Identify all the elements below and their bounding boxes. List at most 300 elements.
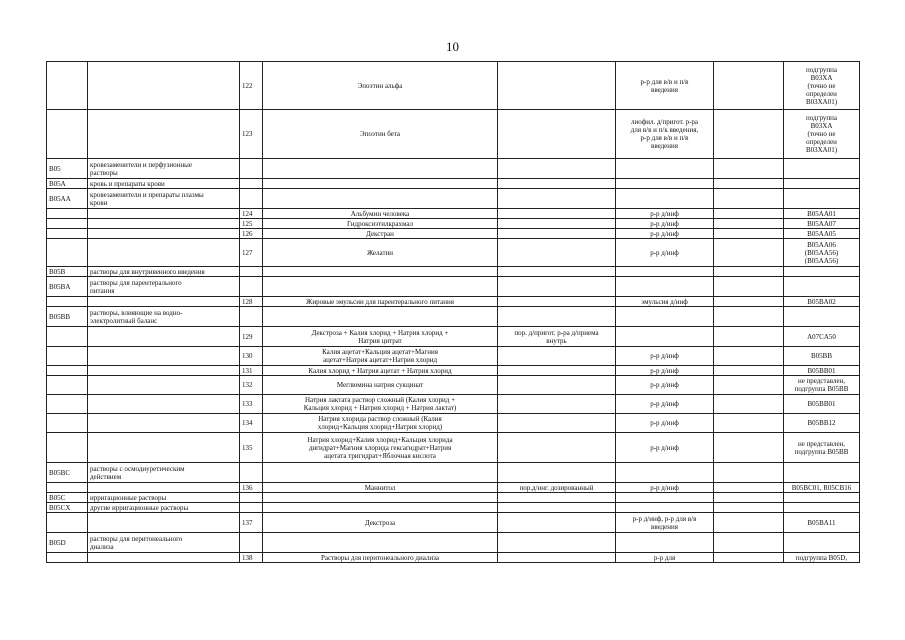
cell-text-line: кровезаменители и препараты плазмы [90,190,204,199]
dosage-form-b-cell [616,297,714,307]
cell-text-line: B03XA01) [805,146,838,154]
item-number-cell: 137 [240,513,263,533]
note-cell [714,493,784,503]
dosage-form-a-cell [498,483,616,493]
table-row [47,229,860,239]
item-number-cell [240,179,263,189]
drug-name-cell [263,503,498,513]
note-cell [714,277,784,297]
dosage-form-b-cell [616,503,714,513]
table-row [47,347,860,366]
drug-name-cell [263,277,498,297]
cell-text-line: подгруппа B05D, [795,553,848,562]
item-number-cell: 132 [240,376,263,395]
group-name-cell [88,209,240,219]
dosage-form-a-cell [498,503,616,513]
atc-reference-cell [784,533,860,553]
cell-text-line: Натрия лактата раствор сложный (Калия хлорид + [304,396,456,404]
cell-text-line: Жировые эмульсии для парентерального питания [306,297,454,306]
atc-reference-cell [784,239,860,267]
dosage-form-b-cell [616,553,714,563]
atc-reference-cell [784,483,860,493]
cell-text-line: Декстроза [364,518,396,527]
cell-text-line: пор.д/инг. дозированный [519,483,594,492]
atc-reference-cell [784,297,860,307]
atc-reference-cell [784,267,860,277]
drug-name-cell [263,366,498,376]
cell-text-line: B03XA [810,73,833,82]
cell-text-line: (точно не [807,81,836,90]
table-row [47,414,860,433]
cell-text-line: введения [651,522,678,531]
cell-text-line: внутрь [546,336,567,345]
atc-code-cell [47,239,88,267]
cell-text-line: р-р д/инф, р-р для в/в [632,514,697,523]
note-cell [714,179,784,189]
table-row [47,553,860,563]
cell-text-line: подгруппа B05BB [794,385,849,393]
atc-code-cell [47,376,88,395]
table-row [47,513,860,533]
dosage-form-b-cell [616,267,714,277]
cell-text-line: не представлен, [797,439,846,448]
atc-reference-cell [784,493,860,503]
atc-code-cell [47,229,88,239]
table-row [47,62,860,110]
dosage-form-a-cell [498,463,616,483]
note-cell [714,395,784,414]
note-cell [714,433,784,463]
dosage-form-a-cell [498,229,616,239]
table-row [47,267,860,277]
drug-name-cell [263,533,498,553]
dosage-form-b-cell [616,110,714,159]
page-number: 10 [446,39,459,54]
dosage-form-a-cell [498,433,616,463]
atc-code-cell [47,209,88,219]
cell-text-line: диализа [90,542,114,551]
table-row [47,307,860,327]
group-name-cell [88,366,240,376]
cell-text-line: Натрия хлорида раствор сложный (Калия [318,415,442,423]
atc-code-cell [47,347,88,366]
dosage-form-a-cell [498,533,616,553]
cell-text-line: лиофил. д/пригот. р-ра [630,118,699,126]
dosage-form-a-cell [498,414,616,433]
dosage-form-a-cell [498,395,616,414]
note-cell [714,503,784,513]
cell-text-line: B05BA02 [807,297,836,306]
atc-code-cell [47,366,88,376]
item-number-cell: 124 [240,209,263,219]
dosage-form-b-cell [616,395,714,414]
cell-text-line: хлорид+Кальция хлорид+Натрия хлорид) [317,423,443,431]
note-cell [714,483,784,493]
atc-reference-cell [784,503,860,513]
cell-text-line: B05BB01 [807,400,836,408]
dosage-form-b-cell [616,189,714,209]
atc-reference-cell [784,376,860,395]
dosage-form-a-cell [498,327,616,347]
item-number-cell: 134 [240,414,263,433]
cell-text-line: р-р д/инф [650,443,679,452]
table-row [47,297,860,307]
group-name-cell [88,395,240,414]
dosage-form-b-cell [616,219,714,229]
cell-text-line: Калия ацетат+Кальция ацетат+Магния [322,348,438,356]
group-name-cell [88,297,240,307]
item-number-cell [240,267,263,277]
dosage-form-b-cell [616,414,714,433]
note-cell [714,376,784,395]
item-number-cell: 128 [240,297,263,307]
dosage-form-b-cell [616,327,714,347]
atc-reference-cell [784,307,860,327]
atc-code-cell [47,483,88,493]
cell-text-line: для в/в и п/к введения, [630,126,699,134]
atc-reference-cell [784,179,860,189]
note-cell [714,553,784,563]
item-number-cell: 127 [240,239,263,267]
dosage-form-a-cell [498,307,616,327]
cell-text-line: р-р д/инф [650,248,679,257]
cell-text-line: Маннитол [364,483,396,492]
group-name-cell [88,219,240,229]
atc-reference-cell [784,395,860,414]
item-number-cell: 123 [240,110,263,159]
cell-text-line: пор. д/пригот. р-ра д/приема [514,328,599,337]
cell-text-line: р-р для в/в и п/в [640,77,689,86]
cell-text-line: B03XA01) [805,97,838,106]
item-number-cell: 133 [240,395,263,414]
item-number-cell: 131 [240,366,263,376]
atc-code-cell: B05A [47,179,88,189]
group-name-cell [88,347,240,366]
cell-text-line: B05AA01 [807,209,836,218]
cell-text-line: ацетата тригидрат+Яблочная кислота [324,451,436,460]
table-row [47,159,860,179]
group-name-cell [88,553,240,563]
dosage-form-b-cell [616,483,714,493]
atc-reference-cell [784,62,860,110]
item-number-cell: 136 [240,483,263,493]
table-row [47,189,860,209]
dosage-form-b-cell [616,179,714,189]
atc-reference-cell [784,277,860,297]
atc-code-cell: B05BB [47,307,88,327]
note-cell [714,513,784,533]
dosage-form-b-cell [616,62,714,110]
note-cell [714,267,784,277]
drug-name-cell [263,297,498,307]
drug-name-cell [263,229,498,239]
drug-name-cell [263,219,498,229]
group-name-cell [88,463,240,483]
cell-text-line: р-р для в/в и п/в [640,134,689,142]
atc-reference-cell [784,110,860,159]
cell-text-line: растворы для парентерального [90,278,182,287]
cell-text-line: (B05AA56) [804,256,839,265]
drug-name-cell [263,189,498,209]
cell-text-line: Кальция хлорид + Натрия хлорид + Натрия лактат) [303,404,457,412]
note-cell [714,110,784,159]
dosage-form-b-cell [616,376,714,395]
dosage-form-b-cell [616,533,714,553]
cell-text-line: растворы, влияющие на водно- [90,308,183,317]
cell-text-line: введения [651,85,678,94]
dosage-form-a-cell [498,277,616,297]
dosage-form-b-cell [616,493,714,503]
dosage-form-a-cell [498,366,616,376]
dosage-form-a-cell [498,376,616,395]
cell-text-line: B05AA07 [807,219,836,228]
cell-text-line: растворы [90,168,118,177]
dosage-form-b-cell [616,159,714,179]
table-row [47,327,860,347]
item-number-cell: 138 [240,553,263,563]
atc-reference-cell [784,229,860,239]
cell-text-line: определен [806,138,837,146]
drug-name-cell [263,267,498,277]
note-cell [714,366,784,376]
dosage-form-a-cell [498,110,616,159]
atc-reference-cell [784,327,860,347]
dosage-form-b-cell [616,366,714,376]
cell-text-line: р-р д/инф [650,219,679,228]
atc-code-cell [47,62,88,110]
note-cell [714,533,784,553]
cell-text-line: Желатин [367,248,393,257]
group-name-cell [88,503,240,513]
drug-name-cell [263,433,498,463]
group-name-cell [88,414,240,433]
cell-text-line: р-р д/инф [650,381,679,389]
atc-reference-cell [784,159,860,179]
group-name-cell [88,493,240,503]
cell-text-line: B05BB01 [807,366,836,375]
cell-text-line: B05BC01, R05CB16 [791,483,852,492]
cell-text-line: (точно не [807,130,836,138]
cell-text-line: A07CA50 [807,332,836,341]
group-name-cell [88,533,240,553]
atc-reference-cell [784,189,860,209]
table-row [47,110,860,159]
drug-name-cell [263,463,498,483]
table-row [47,179,860,189]
group-name-cell [88,513,240,533]
cell-text-line: р-р д/инф [650,400,679,408]
note-cell [714,414,784,433]
note-cell [714,297,784,307]
cell-text-line: Растворы для перитонеального диализа [320,553,440,562]
item-number-cell: 125 [240,219,263,229]
cell-text-line: Эпоэтин бета [359,130,401,138]
group-name-cell [88,62,240,110]
group-name-cell [88,483,240,493]
cell-text-line: р-р д/инф [650,366,679,375]
group-name-cell [88,327,240,347]
cell-text-line: введения [651,142,678,150]
group-name-cell [88,433,240,463]
dosage-form-b-cell [616,307,714,327]
cell-text-line: р-р д/инф [650,209,679,218]
atc-code-cell [47,219,88,229]
group-name-cell [88,189,240,209]
table-row [47,376,860,395]
group-name-cell [88,179,240,189]
dosage-form-b-cell [616,463,714,483]
note-cell [714,62,784,110]
dosage-form-a-cell [498,493,616,503]
item-number-cell [240,159,263,179]
atc-code-cell [47,553,88,563]
table-row [47,433,860,463]
group-name-cell [88,376,240,395]
cell-text-line: р-р д/инф [650,419,679,427]
item-number-cell [240,503,263,513]
drug-name-cell [263,493,498,503]
cell-text-line: Эпоэтин альфа [357,81,403,90]
note-cell [714,189,784,209]
atc-code-cell: B05B [47,267,88,277]
dosage-form-a-cell [498,553,616,563]
cell-text-line: Альбумин человека [350,209,410,218]
cell-text-line: ирригационные растворы [90,493,167,502]
dosage-form-a-cell [498,267,616,277]
table-row [47,533,860,553]
cell-text-line: B05BA11 [807,518,836,527]
dosage-form-b-cell [616,209,714,219]
cell-text-line: B05BB12 [807,419,836,427]
cell-text-line: подгруппа B05BB [794,447,849,456]
atc-reference-cell [784,414,860,433]
cell-text-line: кровезаменители и перфузионные [90,160,192,169]
cell-text-line: р-р д/инф [650,229,679,238]
dosage-form-b-cell [616,513,714,533]
drug-name-cell [263,179,498,189]
group-name-cell [88,277,240,297]
atc-code-cell: B05BA [47,277,88,297]
table-row [47,277,860,297]
group-name-cell [88,239,240,267]
item-number-cell [240,463,263,483]
dosage-form-a-cell [498,62,616,110]
dosage-form-a-cell [498,297,616,307]
drug-name-cell [263,395,498,414]
atc-reference-cell [784,209,860,219]
cell-text-line: р-р д/инф [650,352,679,360]
group-name-cell [88,267,240,277]
item-number-cell [240,493,263,503]
cell-text-line: р-р д/инф [650,483,679,492]
group-name-cell [88,307,240,327]
cell-text-line: Калия хлорид + Натрия ацетат + Натрия хлорид [308,366,452,375]
cell-text-line: растворы с осмодиуретическим [90,464,185,473]
cell-text-line: Меглюмина натрия сукцинат [336,381,424,389]
dosage-form-a-cell [498,209,616,219]
note-cell [714,219,784,229]
group-name-cell [88,229,240,239]
atc-reference-cell [784,433,860,463]
drug-name-cell [263,376,498,395]
atc-reference-cell [784,513,860,533]
cell-text-line: растворы для внутривенного введения [90,267,205,276]
item-number-cell [240,533,263,553]
drug-name-cell [263,347,498,366]
dosage-form-b-cell [616,433,714,463]
group-name-cell [88,110,240,159]
atc-reference-cell [784,219,860,229]
atc-code-cell [47,513,88,533]
cell-text-line: подгруппа [806,114,837,122]
table-row [47,395,860,414]
table-row [47,493,860,503]
atc-code-cell [47,395,88,414]
cell-text-line: эмульсия д/инф [641,297,688,306]
cell-text-line: B05AA06 [807,240,836,249]
drug-name-cell [263,513,498,533]
cell-text-line: (B05AA56) [804,248,839,257]
cell-text-line: B05BB [810,352,832,360]
item-number-cell [240,189,263,209]
cell-text-line: Гидроксиэтилкрахмал [346,219,414,228]
atc-code-cell [47,414,88,433]
cell-text-line: дигидрат+Магния хлорида гексагидрат+Натрия [308,443,452,452]
table-row [47,366,860,376]
item-number-cell: 126 [240,229,263,239]
drug-name-cell [263,414,498,433]
cell-text-line: Натрия хлорид+Калия хлорид+Кальция хлорида [307,435,453,444]
dosage-form-a-cell [498,239,616,267]
dosage-form-b-cell [616,239,714,267]
atc-code-cell: B05 [47,159,88,179]
atc-reference-cell [784,463,860,483]
note-cell [714,347,784,366]
drug-name-cell [263,239,498,267]
cell-text-line: действием [90,472,122,481]
drug-list-table [46,61,860,563]
atc-reference-cell [784,347,860,366]
cell-text-line: ацетат+Натрия ацетат+Натрия хлорид [322,356,438,364]
atc-code-cell: B05C [47,493,88,503]
table-row [47,503,860,513]
dosage-form-a-cell [498,189,616,209]
note-cell [714,159,784,179]
note-cell [714,229,784,239]
drug-name-cell [263,159,498,179]
table-row [47,463,860,483]
note-cell [714,307,784,327]
drug-name-cell [263,483,498,493]
cell-text-line: другие ирригационные растворы [90,503,189,512]
dosage-form-a-cell [498,347,616,366]
item-number-cell: 135 [240,433,263,463]
drug-name-cell [263,553,498,563]
note-cell [714,463,784,483]
table-row [47,483,860,493]
table-row [47,209,860,219]
atc-code-cell [47,297,88,307]
atc-code-cell [47,433,88,463]
cell-text-line: кровь и препараты крови [90,179,165,188]
atc-reference-cell [784,553,860,563]
atc-code-cell: B05CX [47,503,88,513]
cell-text-line: не представлен, [797,377,846,385]
cell-text-line: подгруппа [806,65,837,74]
drug-name-cell [263,307,498,327]
item-number-cell: 130 [240,347,263,366]
dosage-form-b-cell [616,347,714,366]
